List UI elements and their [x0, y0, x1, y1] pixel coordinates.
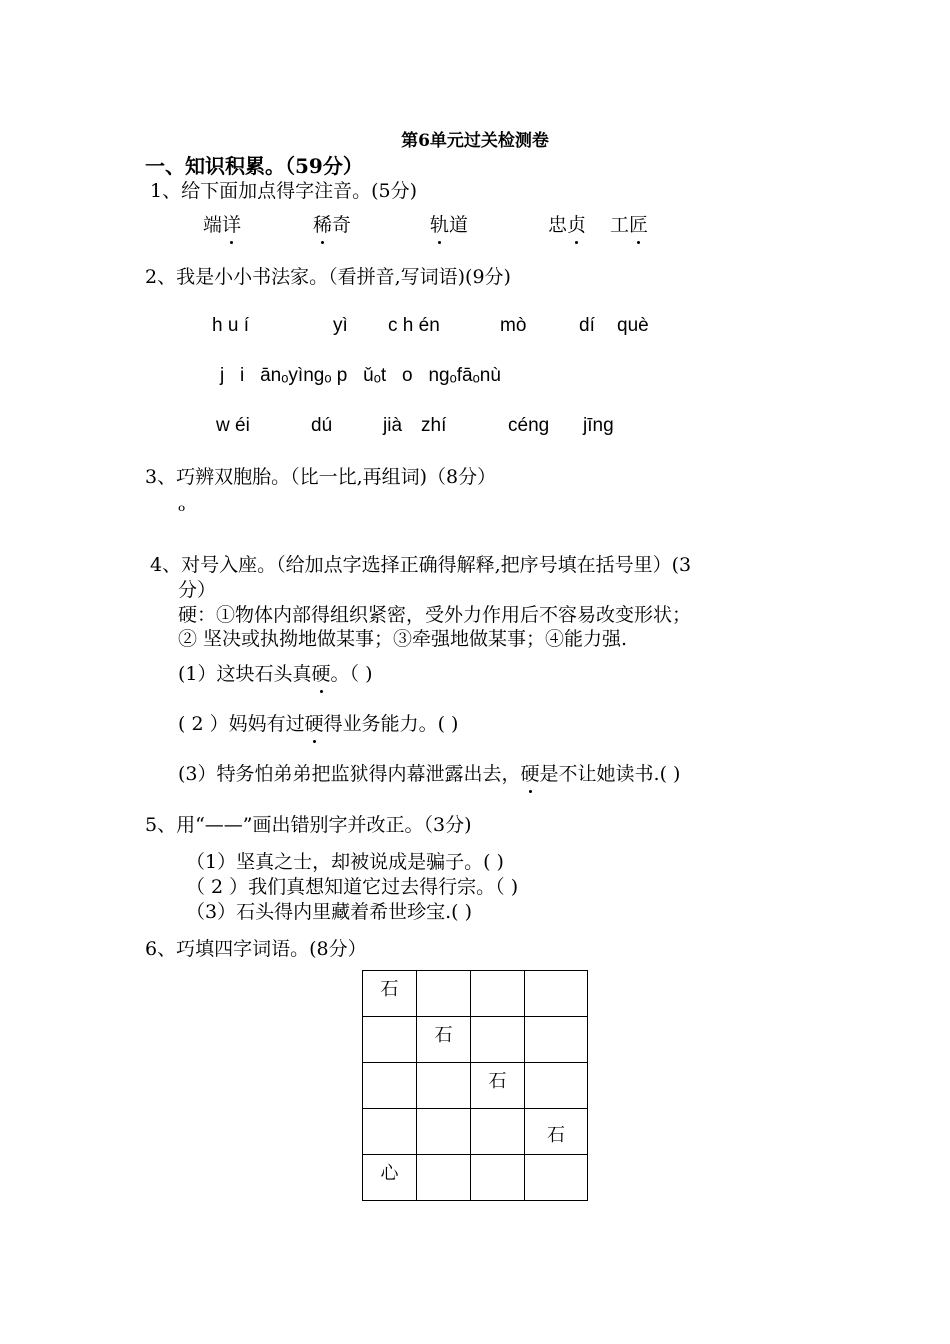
grid-cell[interactable]: 石	[417, 1017, 471, 1063]
page-title: 第6单元过关检测卷	[401, 131, 549, 151]
q1-prompt: 1、给下面加点得字注音。(5分)	[150, 180, 418, 202]
grid-cell[interactable]	[525, 1063, 588, 1109]
grid-cell[interactable]	[363, 1109, 417, 1155]
pinyin-1: h u í	[212, 315, 249, 336]
grid-cell[interactable]: 心	[363, 1155, 417, 1201]
grid-cell[interactable]	[417, 1155, 471, 1201]
grid-row	[363, 1017, 588, 1063]
pinyin-2: yì	[333, 315, 348, 336]
grid-cell[interactable]	[471, 1109, 525, 1155]
q1-word-1: 端详	[203, 210, 241, 237]
word-grid	[362, 970, 588, 1201]
q4-item-3: (3）特务怕弟弟把监狱得内幕泄露出去，硬是不让她读书.( )	[178, 759, 680, 786]
pinyin-4: mò	[500, 315, 527, 336]
q5-item-1: （1）坚真之士，却被说成是骗子。( )	[186, 851, 504, 873]
grid-cell[interactable]: 石	[525, 1109, 588, 1155]
grid-row	[363, 971, 588, 1017]
grid-cell[interactable]	[525, 1155, 588, 1201]
pinyin-7: w éi	[216, 415, 250, 436]
grid-cell[interactable]	[417, 1109, 471, 1155]
pinyin-8: dú	[311, 415, 333, 436]
grid-cell[interactable]	[525, 1017, 588, 1063]
q5-item-3: （3）石头得内里藏着希世珍宝.( )	[186, 901, 472, 923]
q1-word-2: 稀奇	[313, 210, 351, 237]
grid-cell[interactable]	[417, 1063, 471, 1109]
q1-word-3: 轨道	[430, 210, 468, 237]
q5-item-2: （ 2 ）我们真想知道它过去得行宗。（ )	[186, 876, 519, 898]
q2-prompt: 2、我是小小书法家。（看拼音,写词语)(9分)	[145, 266, 511, 288]
grid-cell[interactable]: 石	[363, 971, 417, 1017]
q4-prompt-cont: 分）	[178, 579, 217, 601]
q6-prompt: 6、巧填四字词语。(8分）	[145, 938, 367, 960]
grid-cell[interactable]	[525, 971, 588, 1017]
q4-definition-2: ② 坚决或执拗地做某事；③牵强地做某事；④能力强.	[178, 628, 628, 650]
q3-prompt: 3、巧辨双胞胎。（比一比,再组词)（8分）	[145, 466, 497, 488]
grid-cell[interactable]: 石	[471, 1063, 525, 1109]
q4-definition-1: 硬：①物体内部得组织紧密，受外力作用后不容易改变形状；	[178, 604, 692, 626]
grid-cell[interactable]	[417, 971, 471, 1017]
pinyin-5: dí	[579, 315, 595, 336]
grid-row	[363, 1063, 588, 1109]
pinyin-3: c h én	[388, 315, 440, 336]
pinyin-9: jià	[383, 415, 403, 436]
q4-prompt: 4、对号入座。（给加点字选择正确得解释,把序号填在括号里）(3	[150, 554, 692, 576]
pinyin-6: què	[617, 315, 649, 336]
grid-cell[interactable]	[363, 1063, 417, 1109]
q1-word-5: 工匠	[610, 210, 648, 237]
pinyin-12: jīng	[583, 415, 614, 436]
pinyin-row-2: j i ānₒyìngₒ p ǔₒt o ngₒfāₒnù	[220, 365, 501, 386]
grid-row	[363, 1109, 588, 1155]
grid-cell[interactable]	[471, 1155, 525, 1201]
grid-cell[interactable]	[471, 1017, 525, 1063]
q5-prompt: 5、用“——”画出错别字并改正。（3分)	[145, 814, 472, 836]
q1-word-4: 忠贞	[548, 210, 586, 237]
q4-item-1: (1）这块石头真硬。（ )	[178, 659, 372, 686]
section-heading: 一、知识积累。（59分）	[145, 154, 363, 178]
pinyin-10: zhí	[421, 415, 447, 436]
pinyin-11: céng	[508, 415, 550, 436]
grid-cell[interactable]	[363, 1017, 417, 1063]
q3-mark: ₒ	[178, 494, 186, 516]
q4-item-2: ( 2 ）妈妈有过硬得业务能力。( )	[178, 709, 458, 736]
grid-cell[interactable]	[471, 971, 525, 1017]
grid-row	[363, 1155, 588, 1201]
